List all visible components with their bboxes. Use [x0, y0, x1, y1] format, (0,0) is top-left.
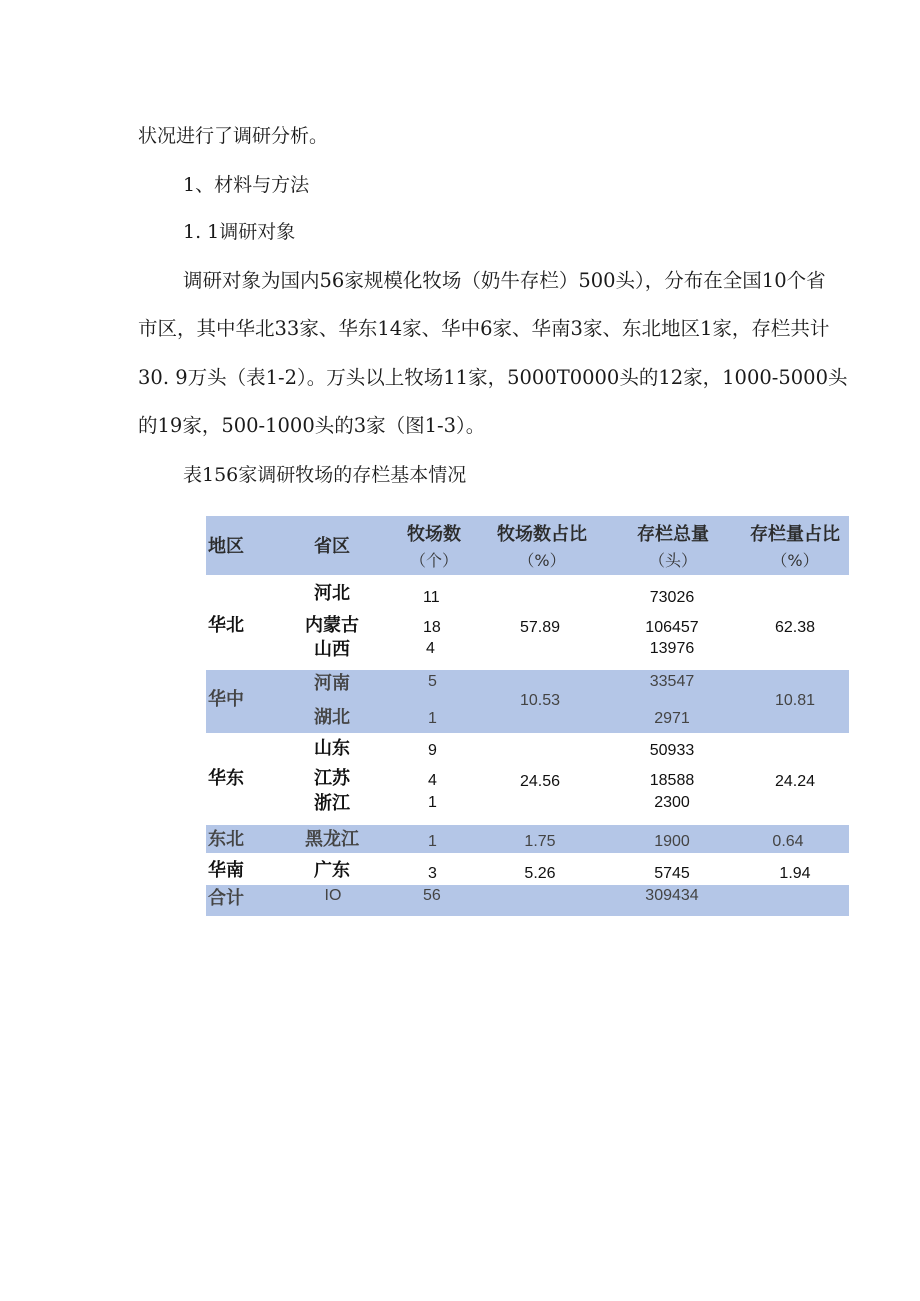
farms-cell: 11	[423, 589, 440, 606]
province-cell: 河南	[314, 673, 350, 694]
province-cell: 湖北	[314, 707, 350, 728]
header-stock-pct-unit: （%）	[771, 551, 819, 570]
region-cell: 华中	[208, 689, 244, 710]
province-cell: 浙江	[314, 793, 350, 814]
total-farms: 56	[423, 887, 441, 904]
header-farms-unit: （个）	[409, 551, 459, 570]
stock-pct-cell: 10.81	[774, 692, 816, 709]
province-cell: 河北	[314, 583, 350, 604]
section-heading: 1、材料与方法	[183, 174, 310, 196]
province-cell: 广东	[314, 860, 350, 881]
farms-cell: 1	[428, 710, 437, 727]
stock-cell: 5745	[654, 865, 690, 882]
header-stock-unit: （头）	[648, 551, 698, 570]
stock-cell: 2300	[654, 794, 690, 811]
header-stock: 存栏总量	[637, 524, 709, 545]
province-cell: 山西	[314, 639, 350, 660]
paragraph-line: 市区，其中华北33家、华东14家、华中6家、华南3家、东北地区1家，存栏共计	[138, 317, 830, 340]
stock-cell: 18588	[649, 772, 695, 789]
stock-cell: 106457	[645, 619, 699, 636]
farms-cell: 9	[428, 742, 437, 759]
stock-cell: 1900	[654, 833, 690, 850]
region-cell: 华东	[208, 768, 244, 789]
total-provinces: IO	[324, 887, 342, 904]
header-province: 省区	[314, 536, 350, 557]
farm-pct-cell: 10.53	[519, 692, 561, 709]
paragraph-line-intro: 状况进行了调研分析。	[138, 125, 329, 147]
paragraph-line: 调研对象为国内56家规模化牧场（奶牛存栏）500头），分布在全国10个省	[183, 269, 826, 292]
region-cell: 东北	[208, 829, 244, 850]
farm-pct-cell: 57.89	[519, 619, 561, 636]
paragraph-line: 的19家，500-1000头的3家（图1-3）。	[138, 414, 486, 437]
farms-cell: 18	[423, 619, 441, 636]
farms-cell: 1	[428, 833, 437, 850]
stock-pct-cell: 1.94	[779, 865, 811, 882]
farms-cell: 4	[426, 640, 435, 657]
farm-pct-cell: 1.75	[524, 833, 556, 850]
region-cell: 华南	[208, 860, 244, 881]
stock-cell: 33547	[649, 673, 695, 690]
stock-pct-cell: 0.64	[772, 833, 804, 850]
stock-cell: 13976	[649, 640, 695, 657]
total-label: 合计	[208, 888, 244, 909]
farm-pct-cell: 24.56	[519, 773, 561, 790]
total-stock: 309434	[645, 887, 699, 904]
header-farm-pct: 牧场数占比	[497, 524, 587, 545]
header-stock-pct: 存栏量占比	[750, 524, 840, 545]
subsection-heading: 1. 1调研对象	[183, 221, 296, 243]
header-farms: 牧场数	[407, 524, 461, 545]
stock-cell: 2971	[654, 710, 690, 727]
header-farm-pct-unit: （%）	[518, 551, 566, 570]
province-cell: 黑龙江	[305, 829, 359, 850]
farms-cell: 5	[428, 673, 437, 690]
farms-cell: 3	[428, 865, 437, 882]
stock-pct-cell: 24.24	[774, 773, 816, 790]
province-cell: 江苏	[314, 768, 350, 789]
table-caption: 表156家调研牧场的存栏基本情况	[183, 464, 467, 486]
stock-pct-cell: 62.38	[774, 619, 816, 636]
table-row-band-total	[206, 885, 849, 916]
province-cell: 山东	[314, 738, 350, 759]
header-region: 地区	[208, 536, 244, 557]
stock-cell: 50933	[649, 742, 695, 759]
paragraph-line: 30. 9万头（表1-2）。万头以上牧场11家，5000T0000头的12家，1000-5000头	[138, 366, 848, 389]
stock-cell: 73026	[649, 589, 695, 606]
farms-cell: 4	[428, 772, 437, 789]
farm-pct-cell: 5.26	[524, 865, 556, 882]
farms-cell: 1	[428, 794, 437, 811]
region-cell: 华北	[208, 615, 244, 636]
livestock-table	[206, 516, 849, 916]
province-cell: 内蒙古	[305, 615, 359, 636]
